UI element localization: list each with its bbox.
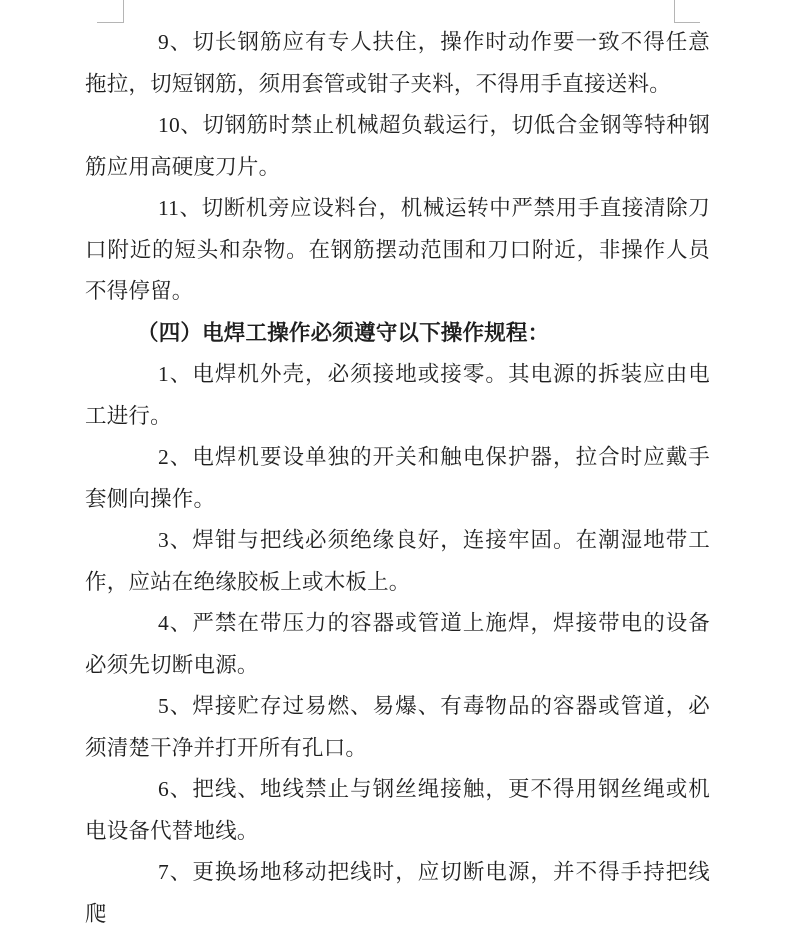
paragraph: 7、更换场地移动把线时，应切断电源，并不得手持把线爬 — [85, 860, 710, 926]
paragraph: 11、切断机旁应设料台，机械运转中严禁用手直接清除刀口附近的短头和杂物。在钢筋摆动范围和刀口附近，非操作人员不得停留。 — [85, 196, 710, 303]
paragraph: 2、电焊机要设单独的开关和触电保护器，拉合时应戴手套侧向操作。 — [85, 445, 710, 511]
text-boundary-crop-mark-top-right — [674, 0, 700, 23]
paragraph: 9、切长钢筋应有专人扶住，操作时动作要一致不得任意拖拉，切短钢筋，须用套管或钳子夹料，不得用手直接送料。 — [85, 30, 710, 96]
paragraph: 1、电焊机外壳，必须接地或接零。其电源的拆装应由电工进行。 — [85, 362, 710, 428]
text-boundary-crop-mark-top-left — [97, 0, 124, 23]
paragraph: 4、严禁在带压力的容器或管道上施焊，焊接带电的设备必须先切断电源。 — [85, 611, 710, 677]
paragraph: 10、切钢筋时禁止机械超负载运行，切低合金钢等特种钢筋应用高硬度刀片。 — [85, 113, 710, 179]
paragraph: 6、把线、地线禁止与钢丝绳接触，更不得用钢丝绳或机电设备代替地线。 — [85, 777, 710, 843]
paragraph: 5、焊接贮存过易燃、易爆、有毒物品的容器或管道，必须清楚干净并打开所有孔口。 — [85, 694, 710, 760]
document-content — [85, 22, 710, 935]
paragraph: 3、焊钳与把线必须绝缘良好，连接牢固。在潮湿地带工作，应站在绝缘胶板上或木板上。 — [85, 528, 710, 594]
section-heading: （四）电焊工操作必须遵守以下操作规程： — [137, 320, 550, 345]
